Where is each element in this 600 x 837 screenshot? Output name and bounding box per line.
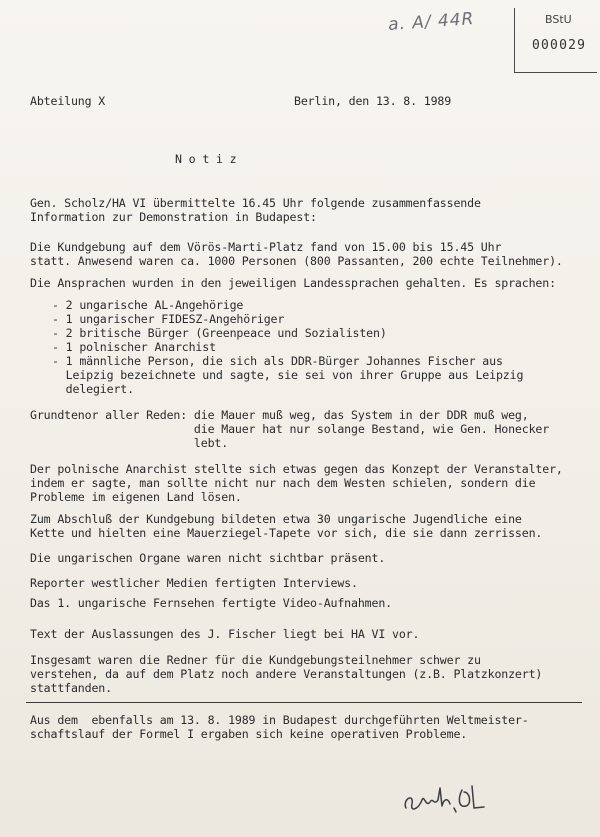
handwritten-note: a. A/ 44R [387,9,476,35]
speaker-item: - 2 ungarische AL-Angehörige [52,298,244,312]
archive-number: 000029 [532,38,587,53]
speaker-item: - 1 männliche Person, die sich als DDR-Bürger Johannes Fischer aus [52,354,503,368]
speaker-item: Leipzig bezeichnete und sagte, sie sei von ihrer Gruppe aus Leipzig [52,368,524,382]
para1-line-2: statt. Anwesend waren ca. 1000 Personen (800 Passanten, 200 echte Teilnehmer). [30,254,563,268]
formula-line-1: Aus dem ebenfalls am 13. 8. 1989 in Budapest durchgeführten Weltmeister- [30,713,529,727]
speaker-item: - 2 britische Bürger (Greenpeace und Sozialisten) [52,326,387,340]
place-date: Berlin, den 13. 8. 1989 [294,94,452,108]
anarchist-line-3: Probleme im eigenen Land lösen. [30,490,242,504]
anarchist-line-2: indem er sagte, man sollte nicht nur nach dem Westen schielen, sondern die [30,476,536,490]
tenor-line-3: lebt. [30,436,229,450]
speeches-intro: Die Ansprachen wurden in den jeweiligen Landessprachen gehalten. Es sprachen: [30,276,556,290]
organs-line: Die ungarischen Organe waren nicht sichtbar präsent. [30,551,386,565]
anarchist-line-1: Der polnische Anarchist stellte sich etwas gegen das Konzept der Veranstalter, [30,462,563,476]
divider-line [26,702,582,703]
document-title: N o t i z [175,152,237,166]
speaker-item: delegiert. [52,382,134,396]
tv-line: Das 1. ungarische Fernsehen fertigte Video-Aufnahmen. [30,596,392,610]
closing-action-line-2: Kette und hielten eine Mauerziegel-Tapete vor sich, die sie dann zerrissen. [30,526,543,540]
reporters-line: Reporter westlicher Medien fertigten Interviews. [30,576,358,590]
signature-mark [400,778,490,818]
tenor-line-1: Grundtenor aller Reden: die Mauer muß weg, das System in der DDR muß weg, [30,408,529,422]
para1-line-1: Die Kundgebung auf dem Vörös-Marti-Platz fand von 15.00 bis 15.45 Uhr [30,240,502,254]
fischer-text-line: Text der Auslassungen des J. Fischer liegt bei HA VI vor. [30,627,420,641]
department: Abteilung X [30,94,106,108]
summary-line-2: verstehen, da auf dem Platz noch andere Veranstaltungen (z.B. Platzkonzert) [30,667,543,681]
summary-line-3: stattfanden. [30,681,112,695]
summary-line-1: Insgesamt waren die Redner für die Kundgebungsteilnehmer schwer zu [30,653,481,667]
closing-action-line-1: Zum Abschluß der Kundgebung bildeten etwa 30 ungarische Jugendliche eine [30,512,522,526]
intro-line-1: Gen. Scholz/HA VI übermittelte 16.45 Uhr folgende zusammenfassende [30,196,481,210]
tenor-line-2: die Mauer hat nur solange Bestand, wie Gen. Honecker [30,422,550,436]
speaker-item: - 1 polnischer Anarchist [52,340,216,354]
speaker-item: - 1 ungarischer FIDESZ-Angehöriger [52,312,285,326]
archive-stamp-label: BStU [545,13,572,26]
formula-line-2: schaftslauf der Formel I ergaben sich keine operativen Probleme. [30,727,468,741]
intro-line-2: Information zur Demonstration in Budapest: [30,210,317,224]
